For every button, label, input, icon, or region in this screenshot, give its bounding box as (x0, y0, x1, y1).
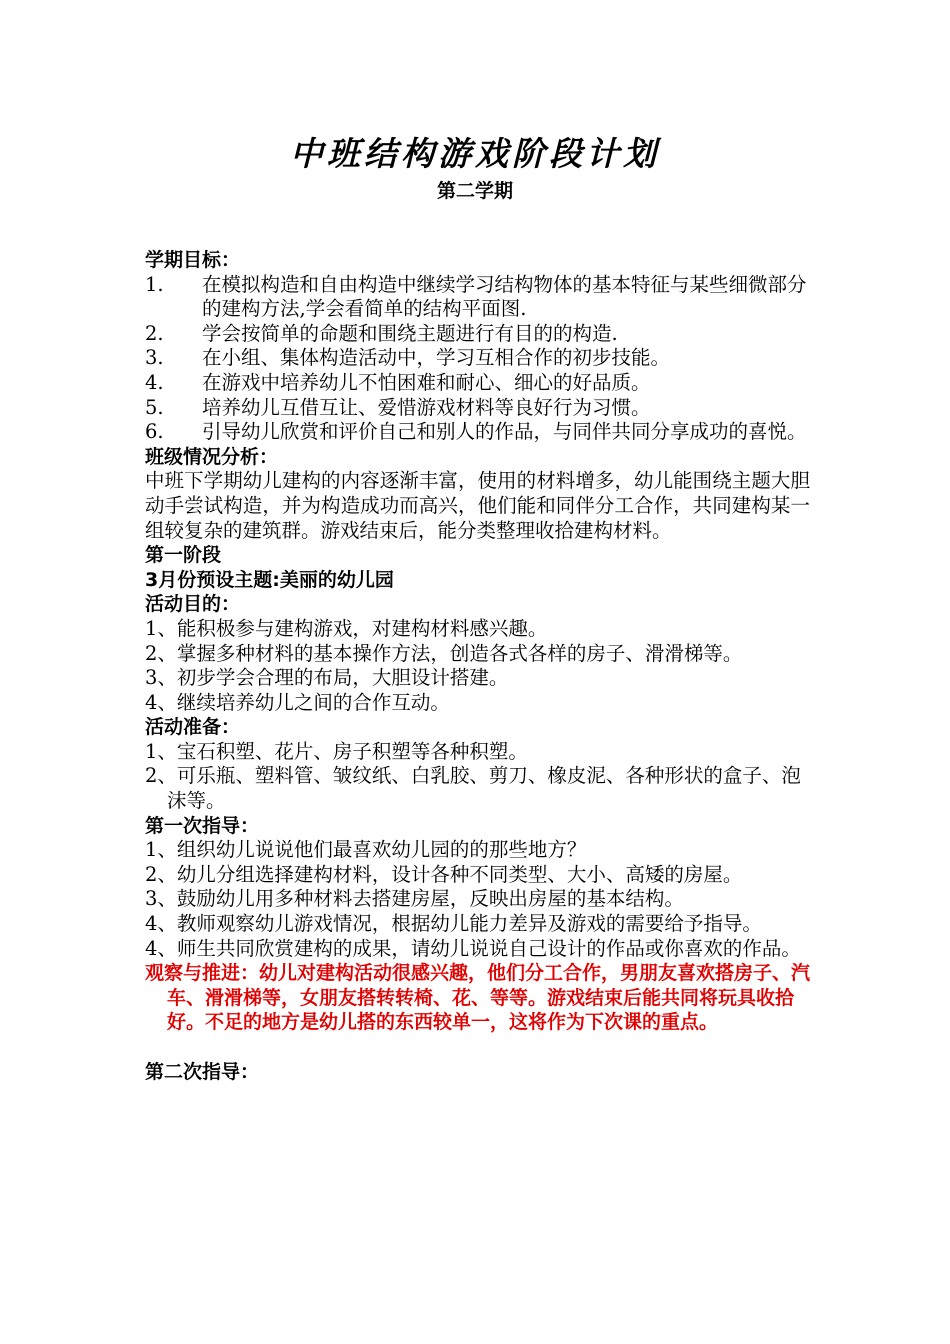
goal-number: 6. (145, 420, 164, 444)
guide1-item: 3、鼓励幼儿用多种材料去搭建房屋，反映出房屋的基本结构。 (145, 887, 684, 911)
guide1-heading: 第一次指导： (145, 814, 260, 837)
goal-item (145, 396, 810, 421)
purpose-item: 1、能积极参与建构游戏，对建构材料感兴趣。 (145, 616, 548, 640)
prep-item: 1、宝石积塑、花片、房子积塑等各种积塑。 (145, 739, 528, 763)
analysis-heading: 班级情况分析： (145, 445, 279, 468)
goal-text: 在小组、集体构造活动中，学习互相合作的初步技能。 (202, 346, 671, 370)
purpose-heading: 活动目的： (145, 593, 241, 616)
goal-item (145, 346, 810, 371)
goal-number: 1. (145, 272, 164, 296)
prep-item: 2、可乐瓶、塑料管、皱纹纸、白乳胶、剪刀、橡皮泥、各种形状的盒子、泡沫等。 (145, 764, 801, 813)
observation-note: 观察与推进：幼儿对建构活动很感兴趣，他们分工合作，男朋友喜欢搭房子、汽车、滑滑梯等，女朋友搭转转椅、花、等等。游戏结束后能共同将玩具收拾好。不足的地方是幼儿搭的东西较单一，这将作为下次课的重点。 (145, 962, 811, 1034)
prep-heading: 活动准备： (145, 716, 241, 739)
purpose-item: 4、继续培养幼儿之间的合作互动。 (145, 690, 450, 714)
goal-number: 3. (145, 346, 164, 370)
goal-text: 在模拟构造和自由构造中继续学习结构物体的基本特征与某些细微部分的建构方法,学会看简单的结构平面图. (202, 272, 807, 321)
spacer (145, 1035, 810, 1060)
purpose-item: 3、初步学会合理的布局，大胆设计搭建。 (145, 666, 509, 690)
goal-text: 学会按简单的命题和围绕主题进行有目的的构造. (202, 321, 618, 345)
document-body (145, 248, 810, 1085)
guide1-item: 1、组织幼儿说说他们最喜欢幼儿园的的那些地方？ (145, 838, 587, 862)
guide1-item: 2、幼儿分组选择建构材料，设计各种不同类型、大小、高矮的房屋。 (145, 862, 743, 886)
guide1-item: 4、教师观察幼儿游戏情况，根据幼儿能力差异及游戏的需要给予指导。 (145, 912, 762, 936)
goal-number: 2. (145, 321, 164, 345)
goal-text: 在游戏中培养幼儿不怕困难和耐心、细心的好品质。 (202, 370, 651, 394)
stage1-heading: 第一阶段 (145, 544, 222, 567)
goal-number: 5. (145, 395, 164, 419)
goal-text: 引导幼儿欣赏和评价自己和别人的作品，与同伴共同分享成功的喜悦。 (202, 420, 807, 444)
document-subtitle: 第二学期 (436, 180, 513, 202)
stage1-theme: 3月份预设主题:美丽的幼儿园 (145, 568, 394, 591)
goal-item (145, 273, 810, 322)
guide1-item: 4、师生共同欣赏建构的成果，请幼儿说说自己设计的作品或你喜欢的作品。 (145, 936, 801, 960)
goal-item (145, 420, 810, 445)
purpose-item: 2、掌握多种材料的基本操作方法，创造各式各样的房子、滑滑梯等。 (145, 641, 743, 665)
goal-item (145, 322, 810, 347)
guide2-heading: 第二次指导： (145, 1061, 260, 1083)
document-title: 中班结构游戏阶段计划 (290, 134, 660, 173)
goal-text: 培养幼儿互借互让、爱惜游戏材料等良好行为习惯。 (202, 395, 651, 419)
goal-item (145, 371, 810, 396)
goals-heading: 学期目标： (145, 249, 241, 271)
goals-list (145, 273, 810, 445)
goal-number: 4. (145, 370, 164, 394)
analysis-paragraph: 中班下学期幼儿建构的内容逐渐丰富，使用的材料增多，幼儿能围绕主题大胆动手尝试构造，并为构造成功而高兴，他们能和同伴分工合作，共同建构某一组较复杂的建筑群。游戏结束后，能分类整理收拾建构材料。 (145, 469, 810, 542)
